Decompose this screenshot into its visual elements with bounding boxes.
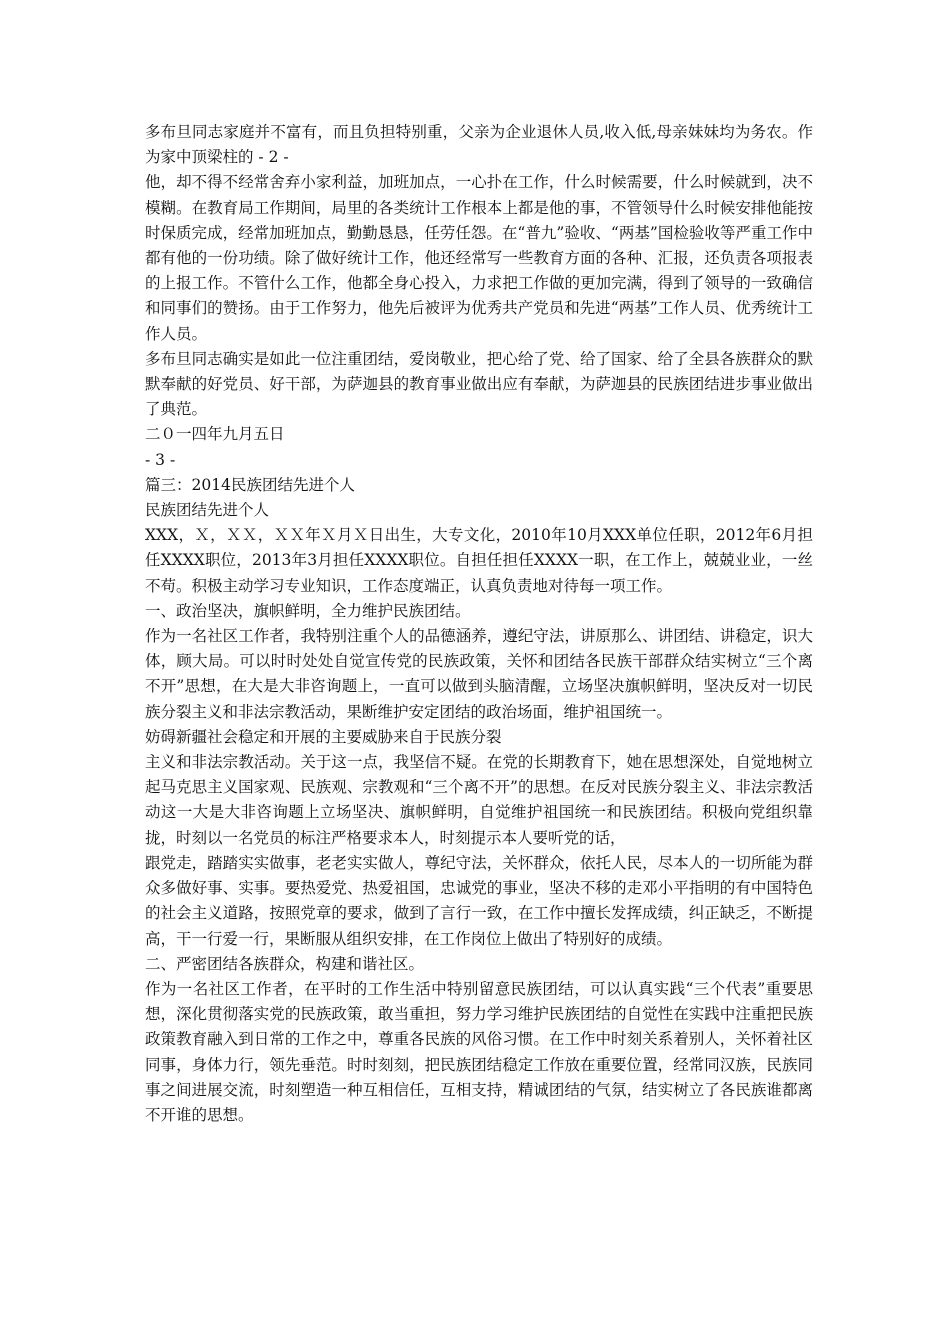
paragraph-summary: 多布旦同志确实是如此一位注重团结，爱岗敬业，把心给了党、给了国家、给了全县各族群众的默默奉献的好党员、好干部，为萨迦县的教育事业做出应有奉献，为萨迦县的民族团结进步事业做出了典范。 [145, 349, 813, 419]
paragraph-family-background: 多布旦同志家庭并不富有，而且负担特别重，父亲为企业退休人员,收入低,母亲妹妹均为务农。作为家中顶梁柱的 - 2 - [145, 123, 813, 167]
section-heading: 篇三：2014民族团结先进个人 [145, 475, 355, 494]
paragraph-profile: XXX，Ｘ，ＸＸ，ＸＸ年Ｘ月Ｘ日出生，大专文化，2010年10月XXX单位任职，2012年6月担任XXXX职位，2013年3月担任XXXX职位。自担任担任XXXX一职，在工作上，兢兢业业，一丝不苟。积极主动学习专业知识，工作态度端正，认真负责地对待每一项工作。 [145, 526, 813, 595]
paragraph-ethnic-unity: 作为一名社区工作者，在平时的工作生活中特别留意民族团结，可以认真实践“三个代表”重要思想，深化贯彻落实党的民族政策，敢当重担，努力学习维护民族团结的自觉性在实践中注重把民族政策教育融入到日常的工作之中，尊重各民族的风俗习惯。在工作中时刻关系着别人，关怀着社区同事，身体力行，领先垂范。时时刻刻，把民族团结稳定工作放在重要位置，经常同汉族，民族同事之间进展交流，时刻塑造一种互相信任，互相支持，精诚团结的气氛，结实树立了各民族谁都离不开谁的思想。 [145, 979, 813, 1124]
paragraph-xinjiang-threat: 妨碍新疆社会稳定和开展的主要威胁来自于民族分裂 [145, 727, 502, 746]
subheading-unity: 二、严密团结各族群众，构建和谐社区。 [145, 954, 425, 973]
paragraph-follow-party: 跟党走，踏踏实实做事，老老实实做人，尊纪守法，关怀群众，依托人民，尽本人的一切所能为群众多做好事、实事。要热爱党、热爱祖国，忠诚党的事业，坚决不移的走邓小平指明的有中国特色的社会主义道路，按照党章的要求，做到了言行一致，在工作中擅长发挥成绩，纠正缺乏，不断提高，干一行爱一行，果断服从组织安排，在工作岗位上做出了特别好的成绩。 [145, 853, 813, 948]
document-body [145, 120, 813, 1128]
date-line: 二０一四年九月五日 [145, 425, 285, 444]
paragraph-community-worker: 作为一名社区工作者，我特别注重个人的品德涵养，遵纪守法，讲原那么、讲团结、讲稳定，识大体，顾大局。可以时时处处自觉宣传党的民族政策，关怀和团结各民族干部群众结实树立“三个离不开”思想，在大是大非咨询题上，一直可以做到头脑清醒，立场坚决旗帜鲜明，坚决反对一切民族分裂主义和非法宗教活动，果断维护安定团结的政治场面，维护祖国统一。 [145, 627, 813, 721]
paragraph-ideology: 主义和非法宗教活动。关于这一点，我坚信不疑。在党的长期教育下，她在思想深处，自觉地树立起马克思主义国家观、民族观、宗教观和“三个离不开”的思想。在反对民族分裂主义、非法宗教活动这一大是大非咨询题上立场坚决、旗帜鲜明，自觉维护祖国统一和民族团结。积极向党组织靠拢，时刻以一名党员的标注严格要求本人，时刻提示本人要听党的话， [145, 753, 813, 847]
document-title: 民族团结先进个人 [145, 501, 270, 520]
subheading-politics: 一、政治坚决，旗帜鲜明，全力维护民族团结。 [145, 601, 471, 620]
paragraph-work-dedication: 他，却不得不经常舍弃小家利益，加班加点，一心扑在工作，什么时候需要，什么时候就到，决不模糊。在教育局工作期间，局里的各类统计工作根本上都是他的事，不管领导什么时候安排他能按时保质完成，经常加班加点，勤勤恳恳，任劳任怨。在“普九”验收、“两基”国检验收等严重工作中都有他的一份功绩。除了做好统计工作，他还经常写一些教育方面的各种、汇报，还负责各项报表的上报工作。不管什么工作，他都全身心投入，力求把工作做的更加完满，得到了领导的一致确信和同事们的赞扬。由于工作努力，他先后被评为优秀共产党员和先进“两基”工作人员、优秀统计工作人员。 [145, 173, 813, 343]
page-number: - 3 - [145, 450, 176, 469]
